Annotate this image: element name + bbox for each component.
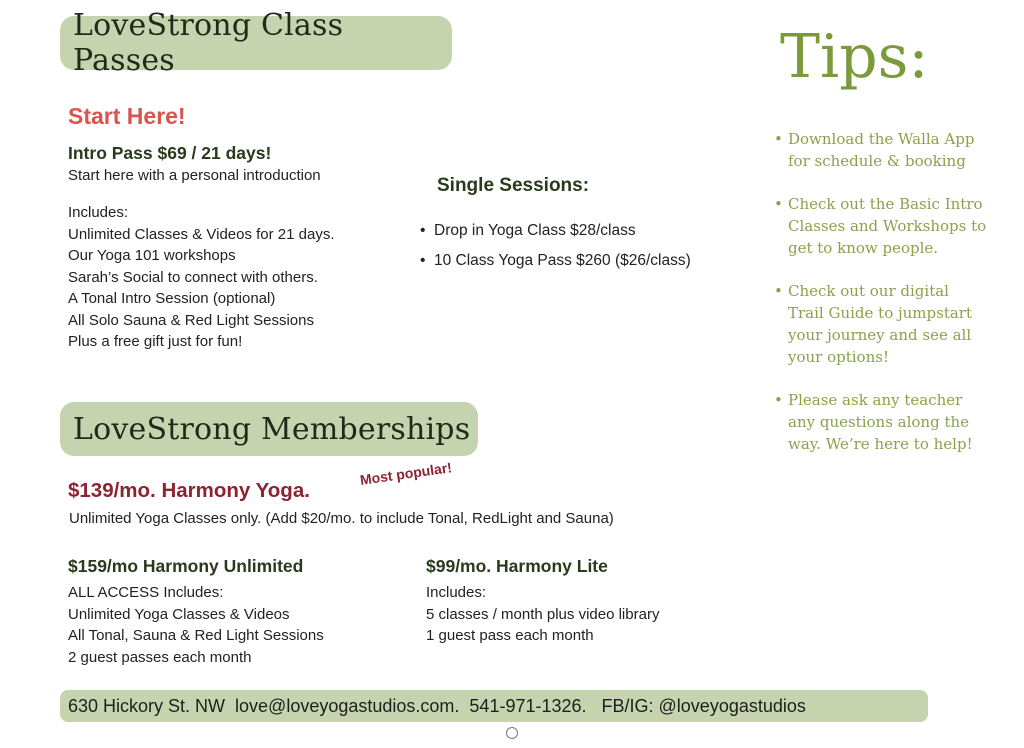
harmony-lite-list xyxy=(426,582,659,647)
memberships-heading: LoveStrong Memberships xyxy=(60,402,478,456)
list-item: 5 classes / month plus video library xyxy=(426,605,660,623)
tip-item: • Please ask any teacher any questions along the way. We’re here to help! xyxy=(774,389,989,455)
single-sessions-list xyxy=(420,222,691,282)
list-item: 2 guest passes each month xyxy=(68,648,252,666)
tip-item: • Check out our digital Trail Guide to jumpstart your journey and see all your options! xyxy=(774,280,989,368)
list-item: 1 guest pass each month xyxy=(426,627,594,644)
list-item: ALL ACCESS Includes: xyxy=(68,584,224,601)
intro-pass-includes-list xyxy=(68,202,335,353)
list-item: Plus a free gift just for fun! xyxy=(68,333,243,350)
harmony-unlimited-title: $159/mo Harmony Unlimited xyxy=(68,556,304,576)
harmony-yoga-title: $139/mo. Harmony Yoga. xyxy=(68,479,310,502)
list-item: Unlimited Classes & Videos for 21 days. xyxy=(68,225,335,243)
list-item: Our Yoga 101 workshops xyxy=(68,247,236,264)
list-item: Includes: xyxy=(426,584,487,601)
tips-title: Tips: xyxy=(780,22,929,92)
intro-pass-subtitle: Start here with a personal introduction xyxy=(68,167,321,184)
most-popular-badge: Most popular! xyxy=(358,459,453,488)
tips-list xyxy=(774,128,989,476)
list-item: Unlimited Yoga Classes & Videos xyxy=(68,605,290,623)
contact-bar: 630 Hickory St. NW love@loveyogastudios.com. 541-971-1326. FB/IG: @loveyogastudios xyxy=(60,690,928,722)
tip-item: • Download the Walla App for schedule & booking xyxy=(774,128,989,172)
list-item: • 10 Class Yoga Pass $260 ($26/class) xyxy=(420,252,691,270)
list-item: Includes: xyxy=(68,204,129,221)
intro-pass-title: Intro Pass $69 / 21 days! xyxy=(68,143,272,163)
harmony-yoga-description: Unlimited Yoga Classes only. (Add $20/mo. to include Tonal, RedLight and Sauna) xyxy=(69,510,614,527)
single-sessions-title: Single Sessions: xyxy=(437,175,590,196)
list-item: All Tonal, Sauna & Red Light Sessions xyxy=(68,627,324,644)
tip-item: • Check out the Basic Intro Classes and Workshops to get to know people. xyxy=(774,193,989,259)
start-here-label: Start Here! xyxy=(68,103,186,129)
list-item: All Solo Sauna & Red Light Sessions xyxy=(68,311,314,329)
list-item: Sarah’s Social to connect with others. xyxy=(68,268,318,286)
harmony-unlimited-list xyxy=(68,582,324,668)
harmony-lite-title: $99/mo. Harmony Lite xyxy=(426,556,608,576)
list-item: A Tonal Intro Session (optional) xyxy=(68,290,276,307)
page-indicator-dot[interactable] xyxy=(506,727,518,739)
list-item: • Drop in Yoga Class $28/class xyxy=(420,222,691,240)
class-passes-heading: LoveStrong Class Passes xyxy=(60,16,452,70)
